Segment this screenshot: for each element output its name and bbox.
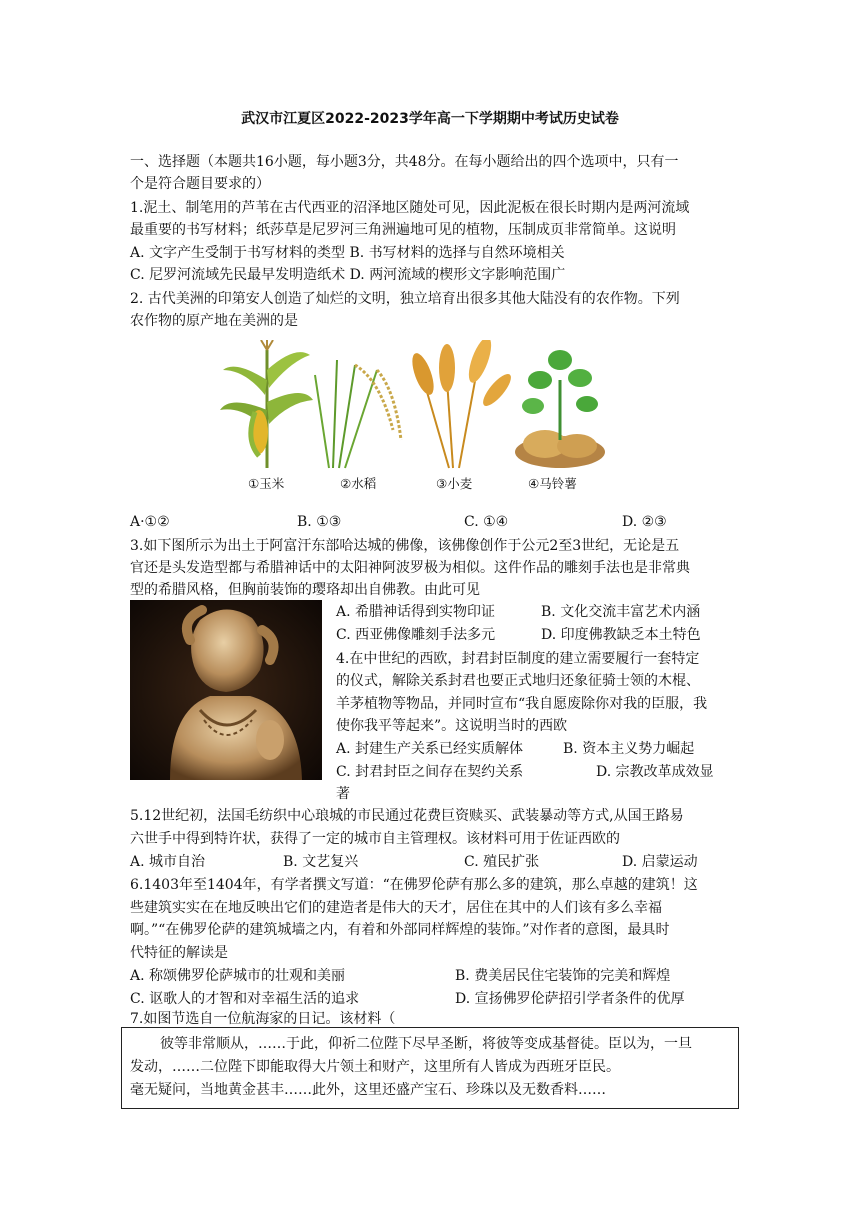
q4-option-b: B. 资本主义势力崛起 — [563, 741, 695, 757]
corn-icon — [220, 340, 313, 468]
q1-options-ab: A. 文字产生受制于书写材料的类型 B. 书写材料的选择与自然环境相关 — [130, 245, 565, 261]
page-title: 武汉市江夏区2022-2023学年高一下学期期中考试历史试卷 — [241, 111, 619, 127]
q4-option-d-wrap: 著 — [336, 786, 350, 802]
q6-option-d: D. 宣扬佛罗伦萨招引学者条件的优厚 — [455, 991, 685, 1007]
q6-stem-3: 啊。”“在佛罗伦萨的建筑城墙之内，有着和外部同样辉煌的装饰。”对作者的意图，最具时 — [130, 922, 670, 938]
q3-stem-2: 官还是头发造型都与希腊神话中的太阳神阿波罗极为相似。这件作品的雕刻手法也是非常典 — [130, 560, 690, 576]
q4-option-d: D. 宗教改革成效显 — [596, 764, 714, 780]
buddha-statue-photo — [130, 600, 322, 780]
q5-option-d: D. 启蒙运动 — [622, 854, 698, 870]
q4-stem-4: 使你我平等起来”。这说明当时的西欧 — [336, 718, 568, 734]
q5-option-c: C. 殖民扩张 — [464, 854, 540, 870]
q1-stem-1: 1.泥土、制笔用的芦苇在古代西亚的沼泽地区随处可见，因此泥板在很长时期内是两河流域 — [130, 200, 690, 216]
q4-stem-3: 羊茅植物等物品，并同时宣布“我自愿废除你对我的臣服，我 — [336, 696, 708, 712]
crop-label-wheat: ③小麦 — [436, 476, 473, 491]
quote-line-3: 毫无疑问，当地黄金甚丰……此外，这里还盛产宝石、珍珠以及无数香料…… — [130, 1082, 606, 1098]
q2-option-c: C. ①④ — [464, 514, 509, 530]
q4-stem-1: 4.在中世纪的西欧，封君封臣制度的建立需要履行一套特定 — [336, 651, 700, 667]
q6-option-a: A. 称颂佛罗伦萨城市的壮观和美丽 — [130, 968, 346, 984]
q4-option-c: C. 封君封臣之间存在契约关系 — [336, 764, 524, 780]
section-heading: 一、选择题（本题共16小题，每小题3分，共48分。在每小题给出的四个选项中，只有一 — [130, 154, 679, 170]
q1-stem-2: 最重要的书写材料；纸莎草是尼罗河三角洲遍地可见的植物，压制成页非常简单。这说明 — [130, 222, 676, 238]
q6-option-c: C. 讴歌人的才智和对幸福生活的追求 — [130, 991, 360, 1007]
q3-option-b: B. 文化交流丰富艺术内涵 — [541, 604, 701, 620]
q5-stem-2: 六世手中得到特许状，获得了一定的城市自主管理权。该材料可用于佐证西欧的 — [130, 831, 620, 847]
q6-stem-2: 些建筑实实在在地反映出它们的建造者是伟大的天才，居住在其中的人们该有多么幸福 — [130, 900, 662, 916]
q1-options-cd: C. 尼罗河流域先民最早发明造纸术 D. 两河流域的楔形文字影响范围广 — [130, 267, 566, 283]
q5-option-a: A. 城市自治 — [130, 854, 206, 870]
crop-label-corn: ①玉米 — [248, 476, 285, 491]
q3-option-d: D. 印度佛教缺乏本土特色 — [541, 627, 701, 643]
crop-label-potato: ④马铃薯 — [528, 476, 577, 491]
crop-label-rice: ②水稻 — [340, 476, 377, 491]
quote-line-2: 发动，……二位陛下即能取得大片领土和财产，这里所有人皆成为西班牙臣民。 — [130, 1059, 620, 1075]
q2-option-a: A·①② — [130, 514, 170, 530]
q2-stem-1: 2. 古代美洲的印第安人创造了灿烂的文明，独立培育出很多其他大陆没有的农作物。下列 — [130, 291, 680, 307]
q2-stem-2: 农作物的原产地在美洲的是 — [130, 313, 298, 329]
crops-illustration — [215, 340, 605, 470]
q2-option-b: B. ①③ — [297, 514, 342, 530]
q4-stem-2: 的仪式，解除关系封君也要正式地归还象征骑士领的木棍、 — [336, 673, 700, 689]
q3-option-c: C. 西亚佛像雕刻手法多元 — [336, 627, 496, 643]
potato-icon — [515, 350, 605, 468]
q6-stem-4: 代特征的解读是 — [130, 945, 228, 961]
q3-stem-1: 3.如下图所示为出土于阿富汗东部哈达城的佛像，该佛像创作于公元2至3世纪，无论是五 — [130, 538, 680, 554]
quote-line-1: 彼等非常顺从，……于此，仰祈二位陛下尽早圣断，将彼等变成基督徒。臣以为，一旦 — [160, 1036, 692, 1052]
wheat-icon — [408, 340, 515, 468]
q5-stem-1: 5.12世纪初，法国毛纺织中心琅城的市民通过花费巨资赎买、武装暴动等方式,从国王路易 — [130, 808, 684, 824]
q3-option-a: A. 希腊神话得到实物印证 — [336, 604, 496, 620]
q2-option-d: D. ②③ — [622, 514, 667, 530]
q3-stem-3: 型的希腊风格，但胸前装饰的璎珞却出自佛教。由此可见 — [130, 582, 480, 598]
section-heading-cont: 个是符合题目要求的） — [130, 176, 270, 192]
q6-option-b: B. 费美居民住宅装饰的完美和辉煌 — [455, 968, 671, 984]
q6-stem-1: 6.1403年至1404年，有学者撰文写道：“在佛罗伦萨有那么多的建筑，那么卓越的建筑！这 — [130, 877, 698, 893]
q5-option-b: B. 文艺复兴 — [283, 854, 359, 870]
rice-icon — [315, 360, 401, 468]
q4-option-a: A. 封建生产关系已经实质解体 — [336, 741, 524, 757]
q7-stem: 7.如图节选自一位航海家的日记。该材料（ — [130, 1011, 396, 1027]
